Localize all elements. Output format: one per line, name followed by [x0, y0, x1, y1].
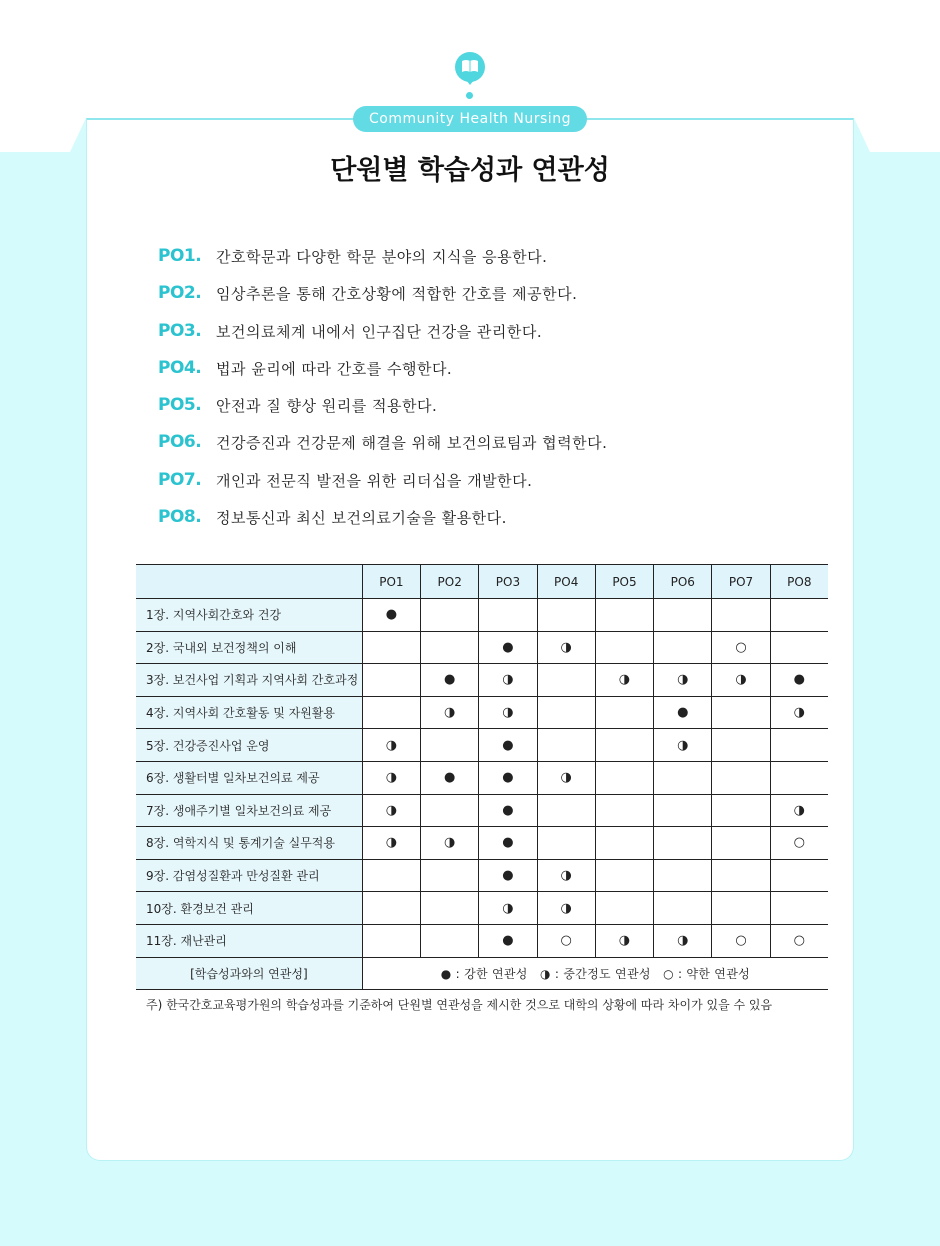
book-icon	[461, 59, 479, 73]
pin-dot	[466, 92, 473, 99]
legend-text: ● : 강한 연관성 ◑ : 중간정도 연관성 ○ : 약한 연관성	[362, 957, 828, 990]
chapter-cell: 6장. 생활터별 일차보건의료 제공	[136, 761, 362, 794]
relevance-mark	[595, 599, 653, 632]
relevance-mark	[421, 794, 479, 827]
relevance-mark	[421, 729, 479, 762]
relevance-mark	[537, 729, 595, 762]
relevance-mark	[595, 729, 653, 762]
relevance-mark	[595, 827, 653, 860]
relevance-mark	[537, 794, 595, 827]
program-outcome-item	[158, 246, 607, 283]
chapter-cell: 5장. 건강증진사업 운영	[136, 729, 362, 762]
chapter-cell: 7장. 생애주기별 일차보건의료 제공	[136, 794, 362, 827]
relevance-mark: ●	[770, 664, 828, 697]
relevance-mark: ◑	[362, 729, 420, 762]
relevance-mark: ○	[712, 924, 770, 957]
outcome-code: PO1.	[158, 246, 202, 266]
relevance-mark	[770, 631, 828, 664]
chapter-cell: 9장. 감염성질환과 만성질환 관리	[136, 859, 362, 892]
relevance-mark	[595, 696, 653, 729]
program-outcome-list	[158, 246, 607, 544]
outcome-code: PO4.	[158, 357, 202, 378]
chapter-cell: 8장. 역학지식 및 통계기술 실무적용	[136, 827, 362, 860]
relevance-mark: ◑	[479, 696, 537, 729]
outcome-text: 보건의료체계 내에서 인구집단 건강을 관리한다.	[216, 322, 543, 341]
relevance-mark: ◑	[362, 827, 420, 860]
relevance-mark	[362, 631, 420, 664]
table-header-row	[136, 565, 828, 599]
relevance-mark: ◑	[479, 892, 537, 925]
relevance-mark	[654, 631, 712, 664]
relevance-mark: ○	[537, 924, 595, 957]
relevance-mark: ◑	[421, 696, 479, 729]
outcome-text: 개인과 전문직 발전을 위한 리더십을 개발한다.	[216, 471, 533, 490]
relevance-mark	[537, 599, 595, 632]
relevance-mark: ◑	[537, 859, 595, 892]
outcome-code: PO7.	[158, 469, 202, 490]
card-tab-left	[70, 118, 86, 152]
relevance-mark	[712, 599, 770, 632]
table-row	[136, 664, 828, 697]
relevance-mark: ●	[479, 924, 537, 957]
relevance-mark	[712, 696, 770, 729]
column-header: PO5	[595, 565, 653, 599]
outcome-text: 건강증진과 건강문제 해결을 위해 보건의료팀과 협력한다.	[216, 434, 608, 453]
relevance-mark: ○	[770, 827, 828, 860]
program-outcome-item	[158, 321, 607, 358]
relevance-mark: ○	[712, 631, 770, 664]
relevance-mark: ◑	[595, 664, 653, 697]
relevance-mark	[712, 761, 770, 794]
relevance-mark	[595, 892, 653, 925]
relevance-mark: ●	[421, 761, 479, 794]
relevance-mark	[712, 794, 770, 827]
relevance-mark	[654, 892, 712, 925]
table-row	[136, 599, 828, 632]
column-header: PO3	[479, 565, 537, 599]
relevance-mark: ●	[479, 794, 537, 827]
program-outcome-item	[158, 507, 607, 544]
column-header: PO1	[362, 565, 420, 599]
relevance-mark: ◑	[421, 827, 479, 860]
legend-label: [학습성과와의 연관성]	[136, 957, 362, 990]
relevance-mark: ●	[421, 664, 479, 697]
relevance-mark: ●	[362, 599, 420, 632]
relevance-mark	[479, 599, 537, 632]
relevance-mark	[712, 729, 770, 762]
program-outcome-item	[158, 470, 607, 507]
outcome-code: PO6.	[158, 432, 202, 453]
header-corner-cell	[136, 565, 362, 599]
column-header: PO7	[712, 565, 770, 599]
relevance-mark: ◑	[654, 924, 712, 957]
relevance-mark	[362, 859, 420, 892]
relevance-mark: ◑	[537, 761, 595, 794]
relevance-mark: ●	[479, 761, 537, 794]
relevance-mark	[770, 892, 828, 925]
relevance-mark	[654, 859, 712, 892]
relevance-mark: ◑	[537, 892, 595, 925]
relevance-mark: ◑	[654, 664, 712, 697]
relevance-mark	[654, 794, 712, 827]
relevance-mark: ◑	[479, 664, 537, 697]
relevance-mark	[712, 859, 770, 892]
relevance-mark	[654, 827, 712, 860]
relevance-mark	[770, 761, 828, 794]
table-row	[136, 696, 828, 729]
relevance-mark	[362, 892, 420, 925]
program-outcome-item	[158, 432, 607, 469]
table-row	[136, 827, 828, 860]
table-row	[136, 794, 828, 827]
relevance-mark: ◑	[770, 794, 828, 827]
outcome-code: PO8.	[158, 507, 202, 528]
chapter-cell: 11장. 재난관리	[136, 924, 362, 957]
chapter-cell: 10장. 환경보건 관리	[136, 892, 362, 925]
chapter-cell: 1장. 지역사회간호와 건강	[136, 599, 362, 632]
relevance-mark	[421, 859, 479, 892]
outcome-code: PO3.	[158, 320, 202, 341]
relevance-mark	[770, 859, 828, 892]
relevance-mark: ◑	[362, 794, 420, 827]
outcome-code: PO5.	[158, 395, 202, 416]
program-outcome-item	[158, 283, 607, 320]
relevance-mark: ●	[479, 859, 537, 892]
outcome-text: 간호학문과 다양한 학문 분야의 지식을 응용한다.	[216, 248, 548, 266]
relevance-mark: ●	[479, 729, 537, 762]
footnote: 주) 한국간호교육평가원의 학습성과를 기준하여 단원별 연관성을 제시한 것으로 대학의 상황에 따라 차이가 있을 수 있음	[146, 998, 773, 1012]
relevance-mark	[421, 631, 479, 664]
table-row	[136, 892, 828, 925]
outcome-code: PO2.	[158, 283, 202, 304]
chapter-cell: 3장. 보건사업 기획과 지역사회 간호과정	[136, 664, 362, 697]
program-outcome-item	[158, 395, 607, 432]
column-header: PO4	[537, 565, 595, 599]
relevance-mark	[362, 696, 420, 729]
relevance-mark	[595, 794, 653, 827]
relevance-mark: ◑	[362, 761, 420, 794]
relevance-mark	[537, 827, 595, 860]
relevance-mark	[421, 924, 479, 957]
relevance-mark	[595, 761, 653, 794]
relevance-mark	[595, 631, 653, 664]
relevance-mark	[537, 696, 595, 729]
relevance-mark	[362, 664, 420, 697]
relevance-mark	[362, 924, 420, 957]
column-header: PO6	[654, 565, 712, 599]
relevance-mark: ●	[479, 631, 537, 664]
relevance-mark: ●	[654, 696, 712, 729]
card-tab-right	[854, 118, 870, 152]
relevance-mark	[712, 827, 770, 860]
relevance-mark: ◑	[537, 631, 595, 664]
table-row	[136, 729, 828, 762]
relevance-mark	[654, 761, 712, 794]
outcome-matrix-table	[136, 564, 828, 990]
page-title: 단원별 학습성과 연관성	[330, 155, 610, 186]
outcome-text: 임상추론을 통해 간호상황에 적합한 간호를 제공한다.	[216, 285, 578, 304]
outcome-text: 안전과 질 향상 원리를 적용한다.	[216, 397, 438, 416]
outcome-text: 정보통신과 최신 보건의료기술을 활용한다.	[216, 509, 507, 528]
relevance-mark: ●	[479, 827, 537, 860]
table-row	[136, 631, 828, 664]
relevance-mark	[712, 892, 770, 925]
relevance-mark: ○	[770, 924, 828, 957]
relevance-mark	[654, 599, 712, 632]
column-header: PO8	[770, 565, 828, 599]
table-row	[136, 859, 828, 892]
relevance-mark	[421, 599, 479, 632]
relevance-mark	[770, 729, 828, 762]
relevance-mark	[770, 599, 828, 632]
chapter-cell: 4장. 지역사회 간호활동 및 자원활용	[136, 696, 362, 729]
relevance-mark	[421, 892, 479, 925]
relevance-mark	[537, 664, 595, 697]
series-label: Community Health Nursing	[353, 106, 587, 132]
relevance-mark: ◑	[654, 729, 712, 762]
relevance-mark: ◑	[595, 924, 653, 957]
table-row	[136, 761, 828, 794]
outcome-text: 법과 윤리에 따라 간호를 수행한다.	[216, 359, 453, 378]
relevance-mark: ◑	[712, 664, 770, 697]
program-outcome-item	[158, 358, 607, 395]
relevance-mark	[595, 859, 653, 892]
legend-row	[136, 957, 828, 990]
chapter-cell: 2장. 국내외 보건정책의 이해	[136, 631, 362, 664]
relevance-mark: ◑	[770, 696, 828, 729]
table-row	[136, 924, 828, 957]
pin-tail	[463, 76, 477, 85]
column-header: PO2	[421, 565, 479, 599]
